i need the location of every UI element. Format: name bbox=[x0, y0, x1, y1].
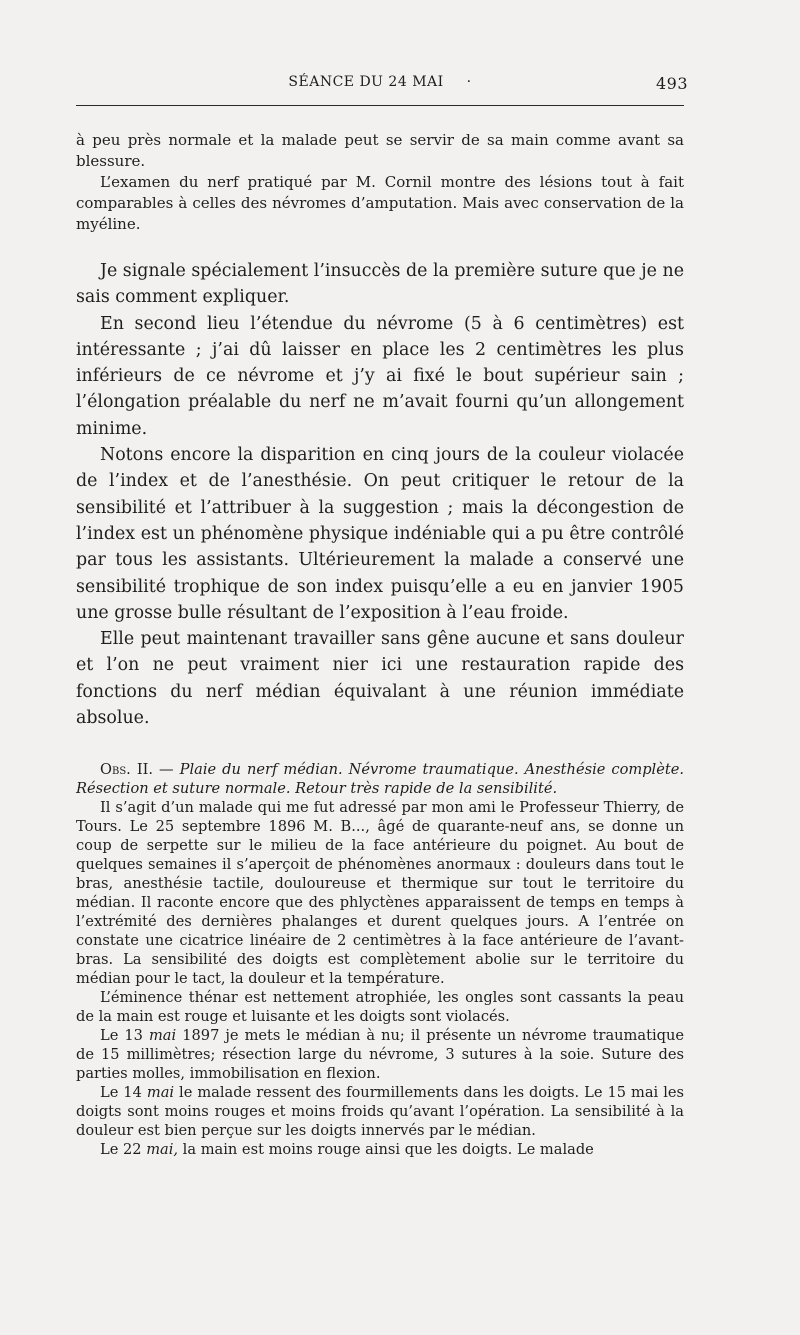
header-rule bbox=[76, 105, 684, 106]
date-prefix: Le 22 bbox=[100, 1141, 147, 1158]
date-prefix: Le 13 bbox=[100, 1027, 149, 1044]
observation-title: Plaie du nerf médian. Névrome traumatique. Anesthésie complète. Résection et suture normale. Retour très rapide de la sensibilité. bbox=[76, 761, 684, 797]
date-month: mai bbox=[148, 1027, 177, 1044]
running-header bbox=[76, 74, 688, 96]
body-paragraph: Je signale spécialement l’insuccès de la première suture que je ne sais comment expliquer. bbox=[76, 261, 684, 308]
date-text: le malade ressent des fourmillements dans les doigts. Le 15 mai les doigts sont moins rouges et moins froids qu’avant l’opération. La sensibilité à la douleur est bien perçue sur les doigts innervés par le médian. bbox=[76, 1084, 684, 1139]
observation-dated-paragraph bbox=[76, 1083, 684, 1140]
observation-paragraph: L’éminence thénar est nettement atrophiée, les ongles sont cassants la peau de la main est rouge et luisante et les doigts sont violacés. bbox=[76, 989, 684, 1025]
date-text: 1897 je mets le médian à nu; il présente un névrome traumatique de 15 millimètres; résection large du névrome, 3 sutures à la soie. Suture des parties molles, immobilisation en flexion. bbox=[76, 1027, 684, 1082]
body-paragraph: Notons encore la disparition en cinq jours de la couleur violacée de l’index et de l’anesthésie. On peut critiquer le retour de la sensibilité et l’attribuer à la suggestion ; mais la décongestion de l’index est un phénomène physique indéniable qui a pu être contrôlé par tous les assistants. Ultérieurement la malade a conservé une sensibilité trophique de son index puisqu’elle a eu en janvier 1905 une grosse bulle résultant de l’exposition à l’eau froide. bbox=[76, 445, 684, 623]
session-title: SÉANCE DU 24 MAI bbox=[288, 74, 444, 90]
observation-label: Obs. II. — bbox=[100, 761, 174, 778]
date-month: mai bbox=[146, 1084, 175, 1101]
header-title bbox=[76, 74, 684, 90]
header-separator: · bbox=[466, 74, 472, 90]
body-paragraph: Elle peut maintenant travailler sans gêne aucune et sans douleur et l’on ne peut vraiment nier ici une restauration rapide des fonctions du nerf médian équivalant à une réunion immédiate absolue. bbox=[76, 629, 684, 729]
intro-paragraph: L’examen du nerf pratiqué par M. Cornil montre des lésions tout à fait comparables à celles des névromes d’amputation. Mais avec conservation de la myéline. bbox=[76, 173, 684, 233]
observation-dated-paragraph bbox=[76, 1026, 684, 1083]
date-month: mai, bbox=[146, 1141, 179, 1158]
date-prefix: Le 14 bbox=[100, 1084, 147, 1101]
observation-heading bbox=[76, 760, 684, 798]
body-paragraph: En second lieu l’étendue du névrome (5 à 6 centimètres) est intéressante ; j’ai dû laisser en place les 2 centimètres les plus inférieurs de ce névrome et j’y ai fixé le bout supérieur sain ; l’élongation préalable du nerf ne m’avait fourni qu’un allongement minime. bbox=[76, 313, 684, 439]
observation-dated-paragraph bbox=[76, 1140, 684, 1159]
intro-paragraph: à peu près normale et la malade peut se servir de sa main comme avant sa blessure. bbox=[76, 131, 684, 170]
page-number: 493 bbox=[655, 74, 688, 93]
date-text: la main est moins rouge ainsi que les doigts. Le malade bbox=[178, 1141, 594, 1158]
observation-paragraph: Il s’agit d’un malade qui me fut adressé par mon ami le Professeur Thierry, de Tours. Le 25 septembre 1896 M. B..., âgé de quarante-neuf ans, se donne un coup de serpette sur le milieu de la face antérieure du poignet. Au bout de quelques semaines il s’aperçoit de phénomènes anormaux : douleurs dans tout le bras, anesthésie tactile, douloureuse et thermique sur tout le territoire du médian. Il raconte encore que des phlyctènes apparaissent de temps en temps à l’extrémité des dernières phalanges et durent quelques jours. A l’entrée on constate une cicatrice linéaire de 2 centimètres à la face antérieure de l’avant-bras. La sensibilité des doigts est complètement abolie sur le territoire du médian pour le tact, la douleur et la température. bbox=[76, 799, 684, 987]
intro-block bbox=[76, 130, 684, 235]
main-text-block bbox=[76, 258, 684, 731]
observation-block bbox=[76, 760, 684, 1159]
